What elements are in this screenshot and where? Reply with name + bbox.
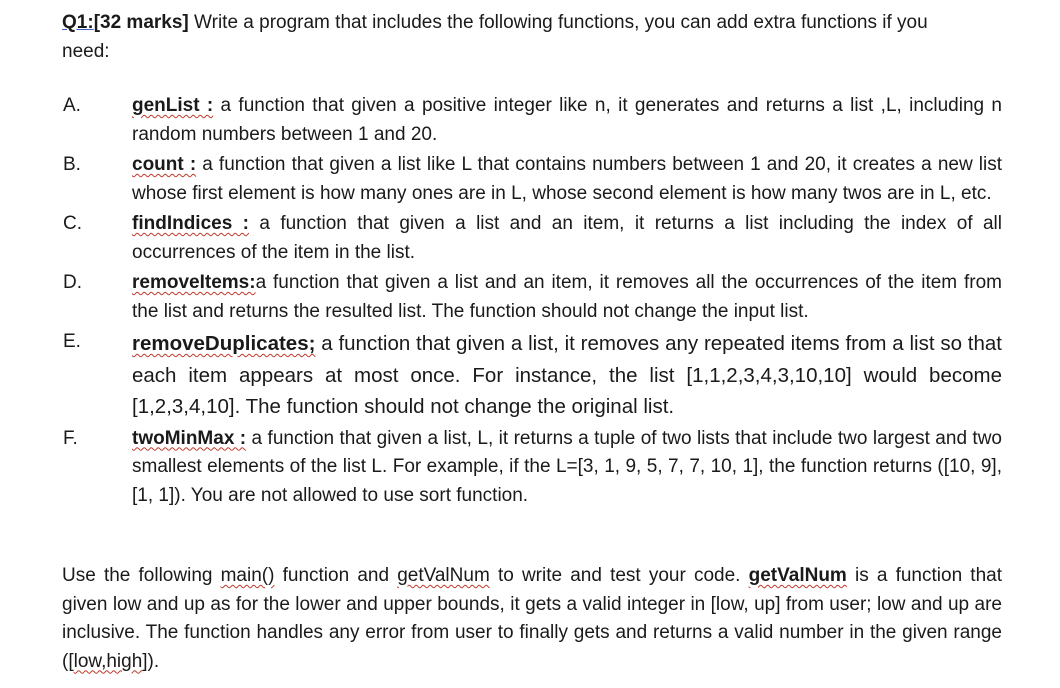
item-letter: A. bbox=[63, 95, 81, 116]
question-text-line2: need: bbox=[62, 41, 110, 62]
item-body bbox=[132, 210, 1002, 267]
item-body bbox=[132, 92, 1002, 149]
list-item-b bbox=[62, 151, 1002, 208]
item-body bbox=[132, 269, 1002, 326]
instructions-paragraph bbox=[62, 562, 1002, 676]
item-letter: C. bbox=[63, 213, 82, 234]
item-letter: F. bbox=[63, 427, 78, 449]
footer-text-1: Use the following bbox=[62, 565, 221, 586]
item-description: a function that given a positive integer like n, it generates and returns a list ,L, including n random numbers between 1 and 20. bbox=[132, 95, 1002, 145]
item-description: a function that given a list, L, it returns a tuple of two lists that include two largest and two smallest elements of the list L. For example, if the L=[3, 1, 9, 5, 7, 7, 10, 1], the function returns ([10, 9],[1, 1]). You are not allowed to use sort function. bbox=[132, 427, 1002, 506]
question-label: Q1: bbox=[62, 12, 94, 33]
question-header bbox=[62, 8, 1002, 66]
item-description: a function that given a list like L that contains numbers between 1 and 20, it creates a new list whose first element is how many ones are in L, whose second element is how many twos are in L, etc. bbox=[132, 154, 1002, 204]
item-description: a function that given a list and an item, it returns a list including the index of all occurrences of the item in the list. bbox=[132, 213, 1002, 263]
question-marks: [32 marks] bbox=[93, 12, 189, 33]
low-high-ref: low,high bbox=[73, 650, 143, 672]
footer-text-4: is a function that given low and up as for the lower and upper bounds, it gets a valid integer in [low, up] from user; low and up are inclusive. The function handles any error from user to finally gets and returns a valid number in the given range ([ bbox=[62, 565, 1002, 672]
list-item-c bbox=[62, 210, 1002, 267]
function-name-removeduplicates: removeDuplicates; bbox=[132, 332, 316, 355]
list-item-f bbox=[62, 425, 1002, 511]
function-name-removeitems: removeItems: bbox=[132, 272, 256, 293]
footer-text-5: ]). bbox=[142, 650, 160, 672]
item-body bbox=[132, 425, 1002, 511]
item-description: a function that given a list, it removes any repeated items from a list so that each item appears at most once. For instance, the list [1,1,2,3,4,3,10,10] would become [1,2,3,4,10]. The function should not change the original list. bbox=[132, 332, 1002, 418]
main-function-ref: main() bbox=[220, 565, 275, 586]
list-item-e bbox=[62, 328, 1002, 423]
function-name-count: count : bbox=[132, 154, 197, 175]
list-item-a bbox=[62, 92, 1002, 149]
item-description: a function that given a list and an item, it removes all the occurrences of the item from the list and returns the resulted list. The function should not change the input list. bbox=[132, 272, 1002, 322]
function-name-findindices: findIndices : bbox=[132, 213, 249, 234]
function-name-twominmax: twoMinMax : bbox=[132, 427, 247, 449]
getvalnum-ref-2: getValNum bbox=[748, 565, 847, 586]
question-text-line1: Write a program that includes the following functions, you can add extra functions if you bbox=[188, 12, 928, 33]
item-letter: D. bbox=[63, 272, 82, 293]
item-body bbox=[132, 151, 1002, 208]
item-body bbox=[132, 328, 1002, 423]
footer-text-2: function and bbox=[274, 565, 398, 586]
function-name-genlist: genList : bbox=[132, 95, 214, 116]
list-item-d bbox=[62, 269, 1002, 326]
item-letter: B. bbox=[63, 154, 81, 175]
item-letter: E. bbox=[63, 331, 81, 352]
function-list bbox=[62, 92, 1002, 512]
footer-text-3: to write and test your code. bbox=[489, 565, 749, 586]
getvalnum-ref-1: getValNum bbox=[397, 565, 490, 586]
